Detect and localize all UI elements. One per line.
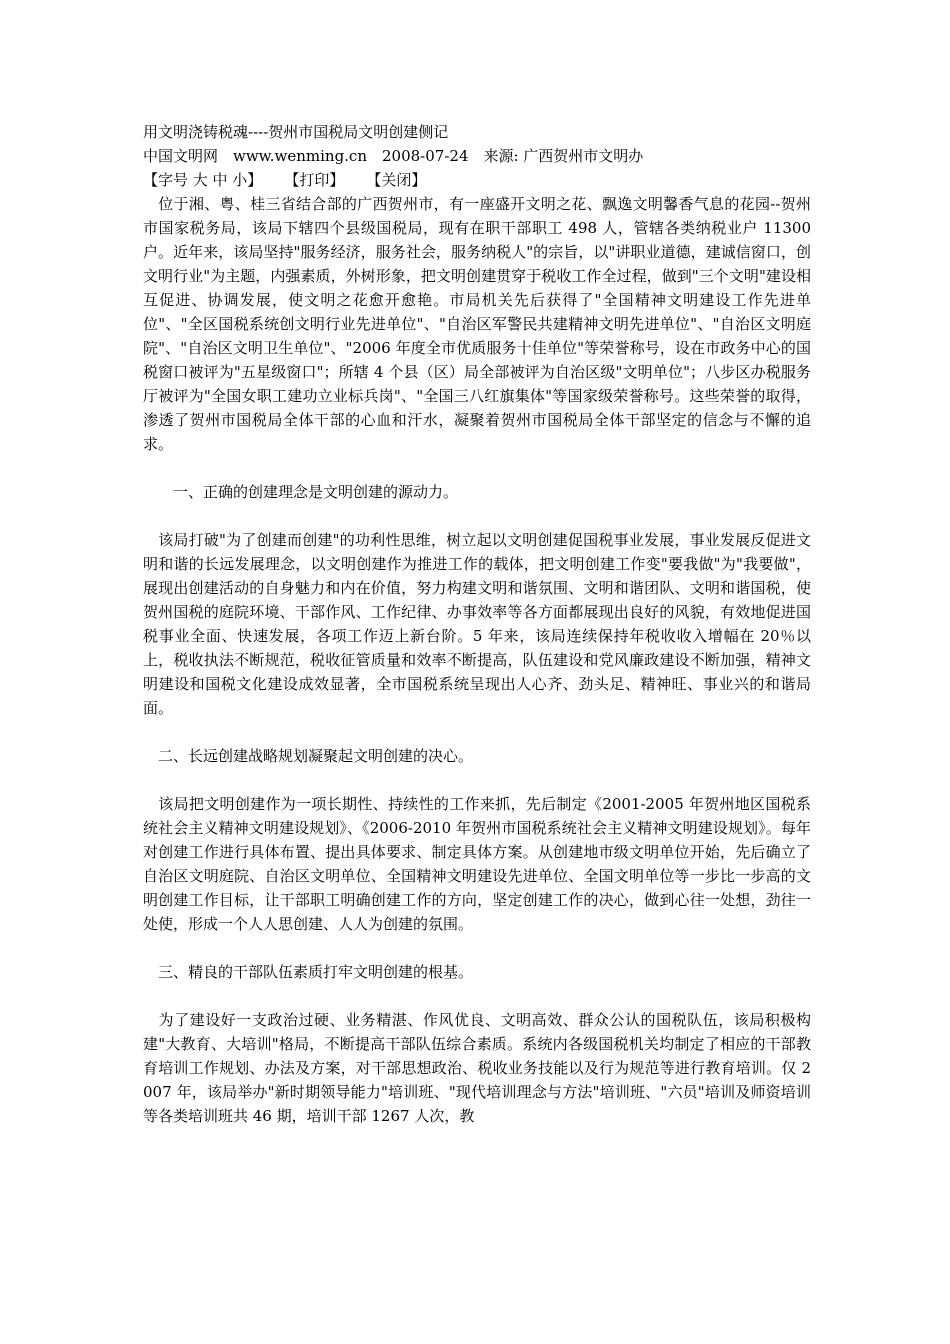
section-3-body: 为了建设好一支政治过硬、业务精湛、作风优良、文明高效、群众公认的国税队伍，该局积极构建"大教育、大培训"格局，不断提高干部队伍综合素质。系统内各级国税机关均制定了相应的干部教育培训工作规划、办法及方案，对干部思想政治、税收业务技能以及行为规范等进行教育培训。仅 2007 年，该局举办"新时期领导能力"培训班、"现代培训理念与方法"培训班、"六员"培训及师资培训等各类培训班共 46 期，培训干部 1267 人次，教 <box>143 1011 811 1125</box>
section-2-body: 该局把文明创建作为一项长期性、持续性的工作来抓，先后制定《2001-2005 年贺州地区国税系统社会主义精神文明建设规划》、《2006-2010 年贺州市国税系统社会主义精神文明建设规划》。每年对创建工作进行具体布置、提出具体要求、制定具体方案。从创建地市级文明单位开始，先后确立了自治区文明庭院、自治区文明单位、全国精神文明建设先进单位、全国文明单位等一步比一步高的文明创建工作目标，让干部职工明确创建工作的方向，坚定创建工作的决心，做到心往一处想，劲往一处使，形成一个人人思创建、人人为创建的氛围。 <box>143 795 811 933</box>
paragraph-spacer <box>143 456 811 480</box>
font-size-control[interactable]: 【字号 大 中 小】 <box>143 171 263 189</box>
article-meta: 中国文明网 www.wenming.cn 2008-07-24 来源: 广西贺州市文明办 <box>143 147 644 165</box>
section-1-heading: 一、正确的创建理念是文明创建的源动力。 <box>173 483 459 501</box>
paragraph-spacer <box>143 720 811 744</box>
close-link[interactable]: 【关闭】 <box>366 171 427 189</box>
intro-paragraph: 位于湘、粤、桂三省结合部的广西贺州市，有一座盛开文明之花、飘逸文明馨香气息的花园--贺州市国家税务局，该局下辖四个县级国税局，现有在职干部职工 498 人，管辖各类纳税业户 11300 户。近年来，该局坚持"服务经济，服务社会，服务纳税人"的宗旨，以"讲职业道德，建诚信窗口，创文明行业"为主题，内强素质，外树形象，把文明创建贯穿于税收工作全过程，做到"三个文明"建设相互促进、协调发展，使文明之花愈开愈艳。市局机关先后获得了"全国精神文明建设工作先进单位"、"全区国税系统创文明行业先进单位"、"自治区军警民共建精神文明先进单位"、"自治区文明庭院"、"自治区文明卫生单位"、"2006 年度全市优质服务十佳单位"等荣誉称号，设在市政务中心的国税窗口被评为"五星级窗口"；所辖 4 个县（区）局全部被评为自治区级"文明单位"；八步区办税服务厅被评为"全国女职工建功立业标兵岗"、"全国三八红旗集体"等国家级荣誉称号。这些荣誉的取得，渗透了贺州市国税局全体干部的心血和汗水，凝聚着贺州市国税局全体干部坚定的信念与不懈的追求。 <box>143 195 811 453</box>
section-3-heading: 三、精良的干部队伍素质打牢文明创建的根基。 <box>158 963 474 981</box>
paragraph-spacer <box>143 936 811 960</box>
article-toolbar <box>143 168 811 192</box>
article <box>143 120 811 1128</box>
section-2-heading: 二、长远创建战略规划凝聚起文明创建的决心。 <box>158 747 474 765</box>
paragraph-spacer <box>143 984 811 1008</box>
article-title: 用文明浇铸税魂----贺州市国税局文明创建侧记 <box>143 123 449 141</box>
print-link[interactable]: 【打印】 <box>284 171 345 189</box>
section-1-body: 该局打破"为了创建而创建"的功利性思维，树立起以文明创建促国税事业发展，事业发展反促进文明和谐的长远发展理念，以文明创建作为推进工作的载体，把文明创建工作变"要我做"为"我要做"，展现出创建活动的自身魅力和内在价值，努力构建文明和谐氛围、文明和谐团队、文明和谐国税，使贺州国税的庭院环境、干部作风、工作纪律、办事效率等各方面都展现出良好的风貌，有效地促进国税事业全面、快速发展，各项工作迈上新台阶。5 年来，该局连续保持年税收收入增幅在 20％以上，税收执法不断规范，税收征管质量和效率不断提高，队伍建设和党风廉政建设不断加强，精神文明建设和国税文化建设成效显著，全市国税系统呈现出人心齐、劲头足、精神旺、事业兴的和谐局面。 <box>143 531 811 717</box>
paragraph-spacer <box>143 768 811 792</box>
paragraph-spacer <box>143 504 811 528</box>
